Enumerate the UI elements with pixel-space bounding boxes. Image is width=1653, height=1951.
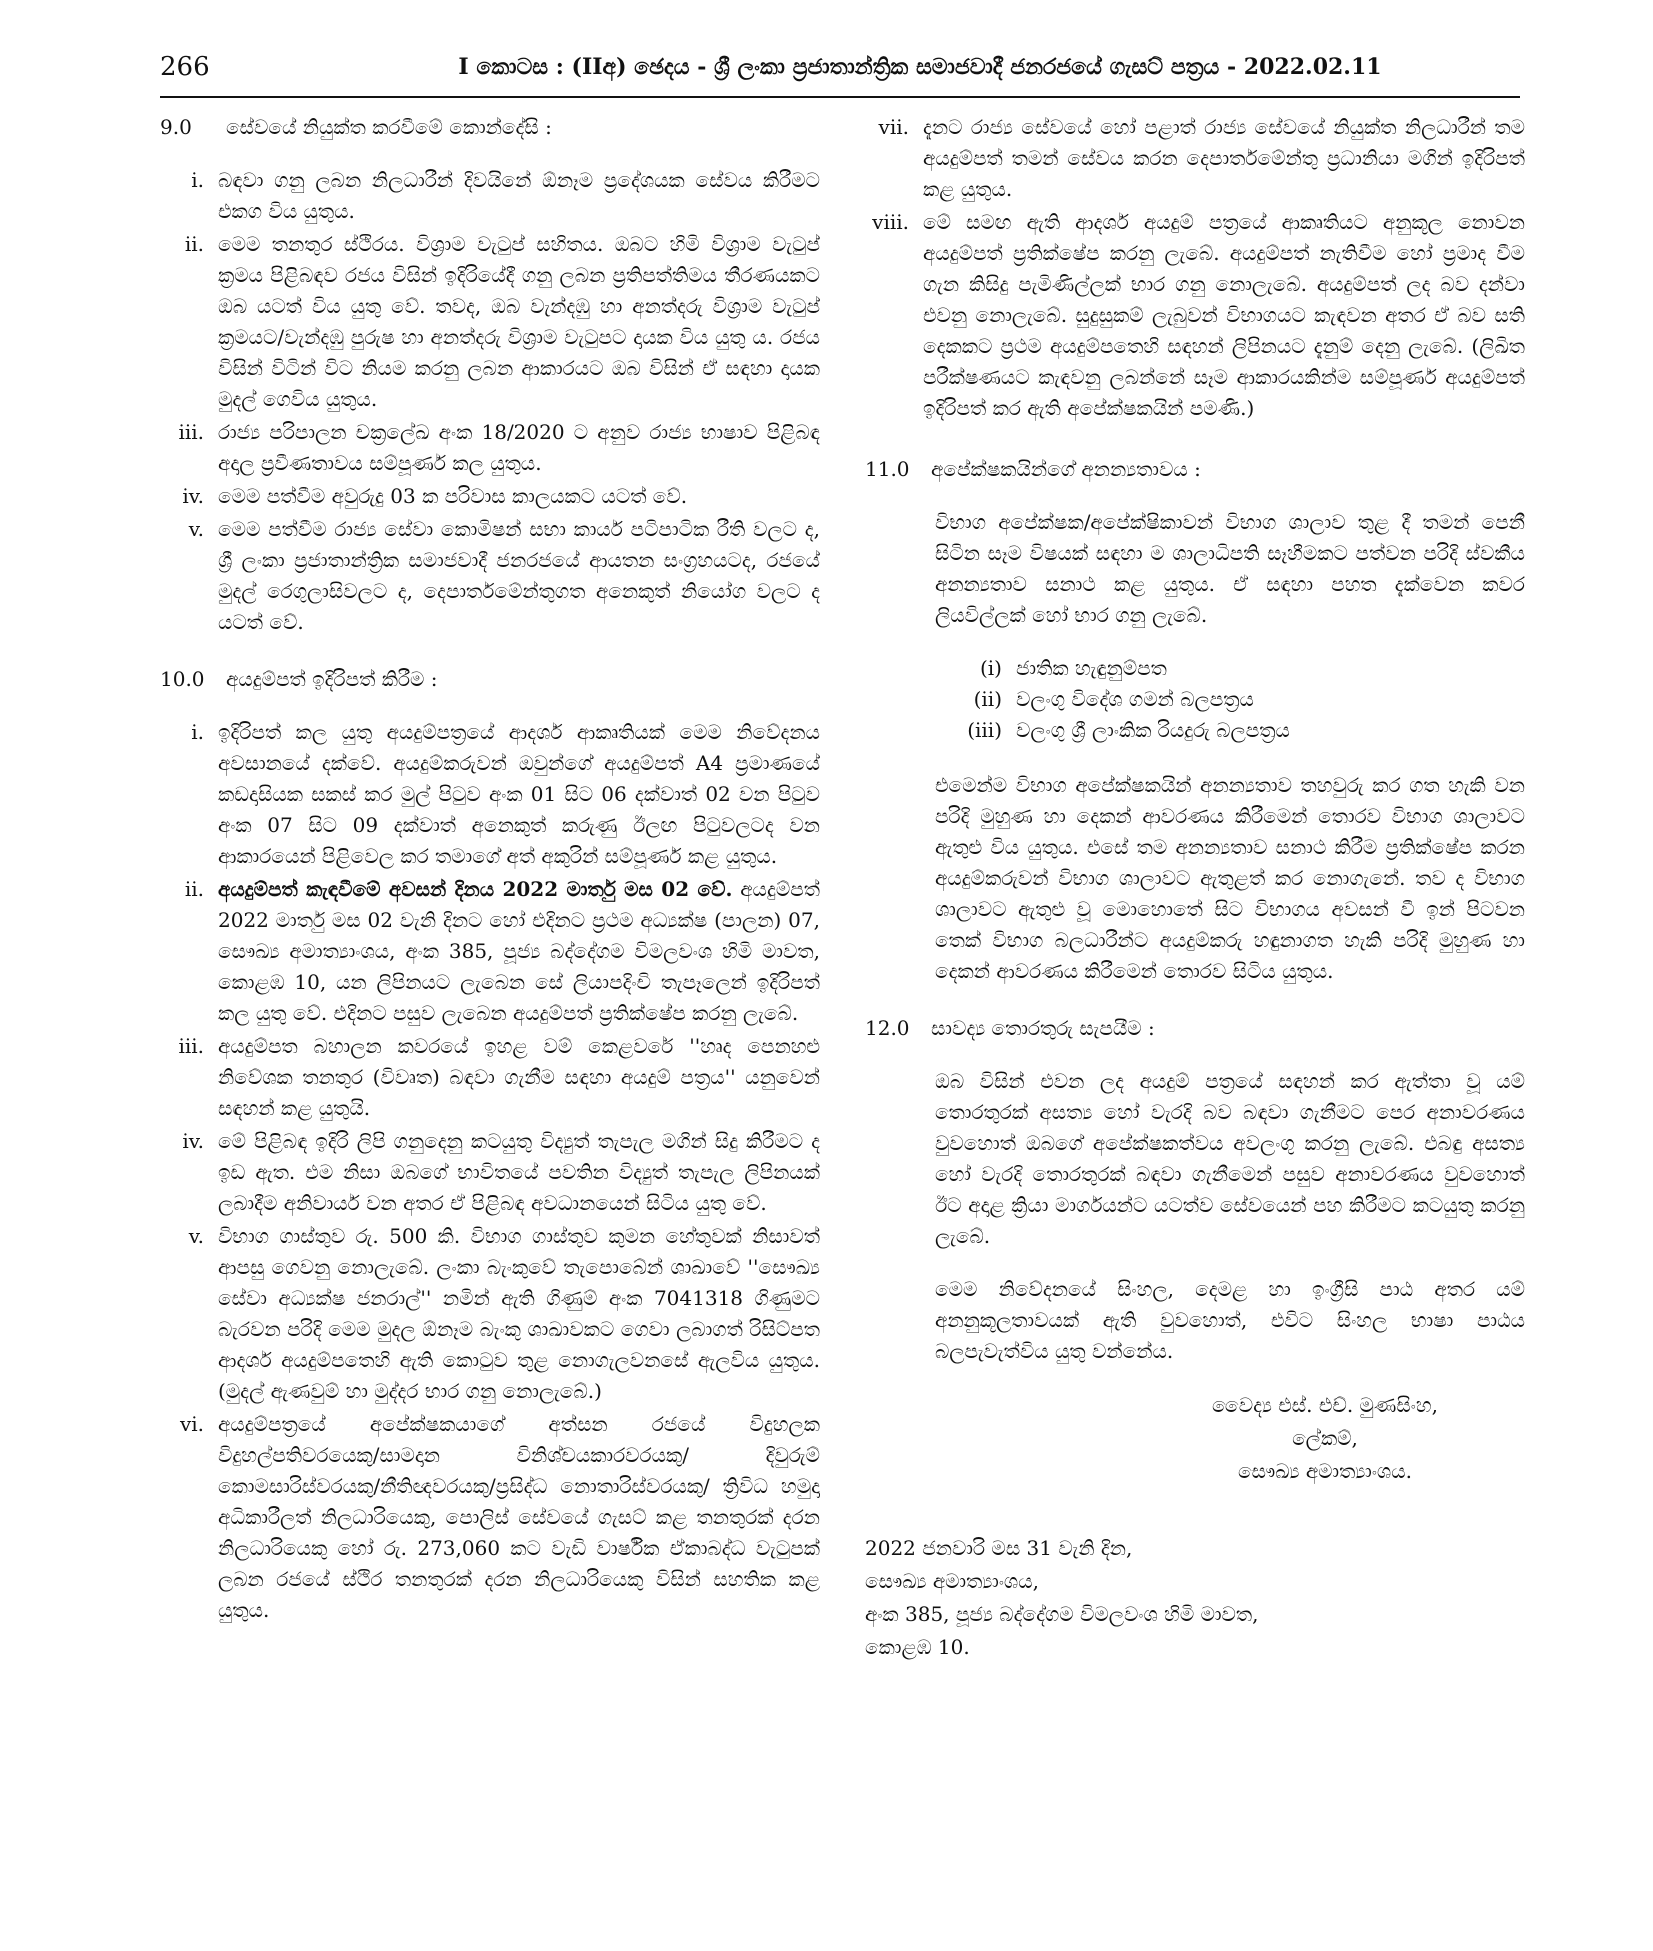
item-text: විභාග ගාස්තුව රු. 500 කි. විභාග ගාස්තුව කුමන හේතුවක් නිසාවත් ආපසු ගෙවනු නොලැබේ. ලංකා බැංකුවේ තැපොබේන් ශාඛාවේ ''සෞඛ්‍ය සේවා අධ්‍යක්ෂ ජනරාල්'' නමින් ඇති ගිණුම් අංක 7041318 ගිණුමට බැරවන පරිදි මෙම මුදල ඕනෑම බැංකු ශාඛාවකට ගෙවා ලබාගත් රිසිට්පත ආදර්ශ අයදුම්පතෙහි ඇති කොටුව තුළ නොගැලවනසේ ඇලවිය යුතුය. (මුදල් ඇණවුම් හා මුද්දර භාර ගනු නොලැබේ.): [218, 1224, 820, 1403]
item-text: ඉදිරිපත් කල යුතු අයදුම්පත්‍රයේ ආදර්ශ ආකෘතියක් මෙම නිවේදනය අවසානයේ දක්වේ. අයදුම්කරුවන් ඔවුන්ගේ අයදුම්පත් A4 ප්‍රමාණයේ කඩදාසියක සකස් කර මුල් පිටුව අංක 01 සිට 06 දක්වාත් 02 වන පිටුව අංක 07 සිට 09 දක්වාත් අනෙකුත් කරුණු ඊලඟ පිටුවලටද වන ආකාරයෙන් පිළිවෙල කර තමාගේ අත් අකුරින් සම්පූර්ණ කළ යුතුය.: [218, 720, 820, 868]
item-text: මේ සමඟ ඇති ආදර්ශ අයදුම් පත්‍රයේ ආකෘතියට අනුකූල නොවන අයදුම්පත් ප්‍රතික්ෂේප කරනු ලැබේ. අයදුම්පත් නැතිවීම හෝ ප්‍රමාද වීම ගැන කිසිදු පැමිණිල්ලක් භාර ගනු නොලැබේ. අයදුම්පත් ලද බව දන්වා එවනු නොලැබේ. සුදුසුකම් ලැබුවන් විභාගයට කැඳවන අතර ඒ බව සති දෙකකට ප්‍රථම අයදුම්පතෙහි සඳහන් ලිපිනයට දැනුම් දෙනු ලැබේ. (ලිඛිත පරීක්ෂණයට කැඳවනු ලබන්නේ සෑම ආකාරයකින්ම සම්පූර්ණ අයදුම්පත් ඉදිරිපත් කර ඇති අපේක්ෂකයින් පමණි.): [923, 210, 1525, 420]
section-title: සාවද්‍ය තොරතුරු සැපයීම :: [931, 1016, 1155, 1040]
address-block: [865, 1532, 1525, 1664]
paragraph: ඔබ විසින් එවන ලද අයදුම් පත්‍රයේ සඳහන් කර ඇත්තා වූ යම් තොරතුරක් අසත්‍ය හෝ වැරදි බව බඳවා ගැනීමට පෙර අනාවරණය වුවහොත් ඔබගේ අපේක්ෂකත්වය අවලංගු කරනු ලැබේ. එබඳු අසත්‍ය හෝ වැරදි තොරතුරක් බඳවා ගැනීමෙන් පසුව අනාවරණය වුවහොත් ඊට අදාළ ක්‍රියා මාර්ගයන්ට යටත්ව සේවයෙන් පහ කිරීමට කටයුතු කරනු ලැබේ.: [935, 1069, 1525, 1248]
section-number: 11.0: [865, 457, 910, 481]
item-number: vi.: [179, 1412, 204, 1436]
item-text: දැනට රාජ්‍ය සේවයේ හෝ පළාත් රාජ්‍ය සේවයේ නියුක්ත නිලධාරීන් තම අයදුම්පත් තමන් සේවය කරන දෙපාර්තමේන්තු ප්‍රධානියා මගින් ඉදිරිපත් කළ යුතුය.: [923, 115, 1525, 201]
signatory-name: වෛද්‍ය එස්. එච්. මුණසිංහ,: [1212, 1393, 1438, 1417]
header-rule: [160, 96, 1520, 98]
paragraph: එමෙන්ම විභාග අපේක්ෂකයින් අනන්‍යතාව තහවුරු කර ගත හැකි වන පරිදි මුහුණ හා දෙකන් ආවරණය කිරීමෙන් තොරව විභාග ශාලාවට ඇතුළු විය යුතුය. එසේ තම අනන්‍යතාව සනාථ කිරීම ප්‍රතික්ෂේප කරන අයදුම්කරුවන් විභාග ශාලාවට ඇතුළත් කර නොගැනේ. තව ද විභාග ශාලාවට ඇතුළු වූ මොහොතේ සිට විභාගය අවසන් වී ඉන් පිටවන තෙක් විභාග බලධාරීන්ට අයදුම්කරු හඳුනාගත හැකි පරිදි මුහුණ හා දෙකන් ආවරණය කිරීමෙන් තොරව සිටිය යුතුය.: [935, 773, 1525, 983]
page-header: [160, 52, 1520, 98]
address-line: අංක 385, පූජ්‍ය බද්දේගම විමලවංශ හිමි මාවත,: [865, 1602, 1259, 1626]
item-text: රාජ්‍ය පරිපාලන චක්‍රලේඛ අංක 18/2020 ට අනුව රාජ්‍ය භාෂාව පිළිබඳ අදාල ප්‍රවීණතාවය සම්පූර්ණ කල යුතුය.: [218, 420, 820, 475]
list-item: [160, 1126, 820, 1219]
section-title: සේවයේ නියුක්ත කරවීමේ කොන්දේසි :: [226, 115, 552, 139]
page-number: 266: [160, 52, 210, 82]
gazette-title: I කොටස : (IIඅ) ඡෙදය - ශ්‍රී ලංකා ප්‍රජාතාන්ත්‍රික සමාජවාදී ජනරජයේ ගැසට් පත්‍රය - 2022.02.11: [458, 54, 1382, 80]
list-item: [160, 481, 820, 512]
item-text: [218, 874, 820, 1029]
right-column: [865, 112, 1525, 1664]
list-item: [160, 874, 820, 1029]
item-text-rest: අයදුම්පත් 2022 මාර්තු මස 02 වැනි දිනට හෝ එදිනට ප්‍රථම අධ්‍යක්ෂ (පාලන) 07, සෞඛ්‍ය අමාත්‍යාංශය, අංක 385, පූජ්‍ය බද්දේගම විමලවංශ හිමි මාවත, කොළඹ 10, යන ලිපිනයට ලැබෙන සේ ලියාපදිංචි තැපෑලෙන් ඉදිරිපත් කල යුතු වේ. එදිනට පසුව ලැබෙන අයදුම්පත් ප්‍රතික්ෂේප කරනු ලැබේ.: [218, 877, 820, 1025]
item-number: iii.: [178, 420, 204, 444]
item-number: v.: [188, 1224, 204, 1248]
item-number: v.: [188, 517, 204, 541]
item-text: අයදුම්පත බහාලන කවරයේ ඉහළ වම් කෙළවරේ ''හෘද පෙනහළු නිවේශක තනතුර (විවෘත) බඳවා ගැනීම සඳහා අයදුම් පත්‍රය'' යනුවෙන් සඳහන් කළ යුතුයි.: [218, 1034, 820, 1120]
list-item: [960, 653, 1525, 684]
section-number: 12.0: [865, 1016, 910, 1040]
item-text: ජාතික හැඳුනුම්පත: [1016, 656, 1167, 680]
item-text: වලංගු විදේශ ගමන් බලපත්‍රය: [1016, 687, 1254, 711]
item-number: i.: [191, 720, 204, 744]
list-item: [160, 1409, 820, 1626]
item-text: මෙම තනතුර ස්ථිරය. විශ්‍රාම වැටුප් සහිතය. ඔබට හිමි විශ්‍රාම වැටුප් ක්‍රමය පිළිබඳව රජය විසින් ඉදිරියේදී ගනු ලබන ප්‍රතිපත්තිමය තීරණයකට ඔබ යටත් විය යුතු වේ. තවද, ඔබ වැන්දඹු හා අනත්දරු විශ්‍රාම වැටුප් ක්‍රමයට/වැන්දඹු පුරුෂ හා අනත්දරු විශ්‍රාම වැටුපට දායක විය යුතු ය. රජය විසින් විටින් විට නියම කරනු ලබන ආකාරයට ඔබ විසින් ඒ සඳහා දායක මුදල් ගෙවිය යුතුය.: [218, 232, 820, 411]
section-number: 9.0: [160, 115, 192, 139]
item-text: මේ පිළිබඳ ඉදිරි ලිපි ගනුදෙනු කටයුතු විද්‍යුත් තැපැල මගින් සිදු කිරීමට ද ඉඩ ඇත. එම නිසා ඔබගේ භාවිතයේ පවතින විද්‍යුත් තැපැල ලිපිනයක් ලබාදීම අනිවාර්ය වන අතර ඒ පිළිබඳ අවධානයෙන් සිටිය යුතු වේ.: [218, 1129, 820, 1215]
item-number: (iii): [967, 718, 1002, 742]
list-item: [865, 112, 1525, 205]
left-column: [160, 112, 820, 1640]
address-line: කොළඹ 10.: [865, 1635, 970, 1659]
section-number: 10.0: [160, 667, 205, 691]
section-title: අපේක්ෂකයින්ගේ අනන්‍යතාවය :: [931, 457, 1201, 481]
item-number: iii.: [178, 1034, 204, 1058]
section-title: අයදුම්පත් ඉදිරිපත් කිරීම :: [226, 667, 438, 691]
item-text: මෙම පත්වීම රාජ්‍ය සේවා කොමිෂන් සභා කාර්ය පටිපාටික රීති වලට ද, ශ්‍රී ලංකා ප්‍රජාතාන්ත්‍රික සමාජවාදී ජනරජයේ ආයතන සංග්‍රහයටද, රජයේ මුදල් රෙගුලාසිවලට ද, දෙපාර්තමේන්තුගත අනෙකුත් නියෝග වලට ද යටත් වේ.: [218, 517, 820, 634]
deadline-text: අයදුම්පත් කැඳවීමේ අවසන් දිනය 2022 මාර්තු මස 02 වේ.: [218, 877, 733, 901]
item-text: බඳවා ගනු ලබන නිලධාරීන් දිවයිනේ ඕනෑම ප්‍රදේශයක සේවය කිරීමට එකග විය යුතුය.: [218, 168, 820, 223]
document-list: [865, 653, 1525, 746]
list-item: [865, 207, 1525, 424]
item-text: වලංගු ශ්‍රී ලාංකික රියදුරු බලපත්‍රය: [1016, 718, 1290, 742]
item-number: viii.: [872, 210, 909, 234]
section-10: [160, 664, 820, 1626]
item-number: (ii): [973, 687, 1002, 711]
list-item: [160, 165, 820, 227]
item-number: ii.: [184, 232, 204, 256]
item-text: මෙම පත්වීම අවුරුදු 03 ක පරිවාස කාලයකට යටත් වේ.: [218, 484, 688, 508]
item-number: iv.: [182, 484, 204, 508]
item-number: (i): [979, 656, 1002, 680]
list-item: [160, 514, 820, 638]
section-9: [160, 112, 820, 638]
item-number: iv.: [182, 1129, 204, 1153]
list-item: [160, 417, 820, 479]
list-item: [160, 717, 820, 872]
issue-date: 2022 ජනවාරි මස 31 වැනි දින,: [865, 1536, 1133, 1560]
item-number: ii.: [184, 877, 204, 901]
section-12: [865, 1013, 1525, 1367]
list-item: [160, 1221, 820, 1407]
address-line: සෞඛ්‍ය අමාත්‍යාංශය,: [865, 1569, 1039, 1593]
signatory-office: සෞඛ්‍ය අමාත්‍යාංශය.: [1238, 1459, 1412, 1483]
item-number: vii.: [878, 115, 909, 139]
list-item: [960, 684, 1525, 715]
paragraph: විභාග අපේක්ෂක/අපේක්ෂිකාවන් විභාග ශාලාව තුළ දී තමන් පෙනී සිටින සෑම විෂයක් සඳහා ම ශාලාධිපති සෑහීමකට පත්වන පරිදි ස්වකීය අනන්‍යතාව සනාථ කළ යුතුය. ඒ සඳහා පහත දැක්වෙන කවර ලියවිල්ලක් හෝ භාර ගනු ලැබේ.: [935, 510, 1525, 627]
item-number: i.: [191, 168, 204, 192]
list-item: [160, 1031, 820, 1124]
signatory-role: ලේකම්,: [1292, 1426, 1358, 1450]
list-item: [160, 229, 820, 415]
section-11: [865, 454, 1525, 987]
list-item: [960, 715, 1525, 746]
paragraph: මෙම නිවේදනයේ සිංහල, දෙමළ හා ඉංග්‍රීසි පාඨ අතර යම් අනනුකූලතාවයක් ඇති වුවහොත්, එවිට සිංහල භාෂා පාඨය බලපැවැත්විය යුතු වන්නේය.: [935, 1277, 1525, 1363]
section-10-continued: [865, 112, 1525, 424]
item-text: අයදුම්පත්‍රයේ අපේක්ෂකයාගේ අත්සන රජයේ විදුහලක විදුහල්පතිවරයෙකු/සාමදාන විනිශ්චයකාරවරයකු/ දිවුරුම් කොමසාරිස්වරයකු/නීතිඥවරයකු/ප්‍රසිද්ධ නොතාරිස්වරයකු/ ත්‍රිවිධ හමුදා අධිකාරීලත් නිලධාරියෙකු, පොලිස් සේවයේ ගැසට් කළ තනතුරක් දරන නිලධාරියෙකු හෝ රු. 273,060 කට වැඩි වාර්ෂික ඒකාබද්ධ වැටුපක් ලබන රජයේ ස්ථිර තනතුරක් දරන නිලධාරියෙකු විසින් සහතික කළ යුතුය.: [218, 1412, 820, 1622]
signature-block: [865, 1389, 1525, 1488]
